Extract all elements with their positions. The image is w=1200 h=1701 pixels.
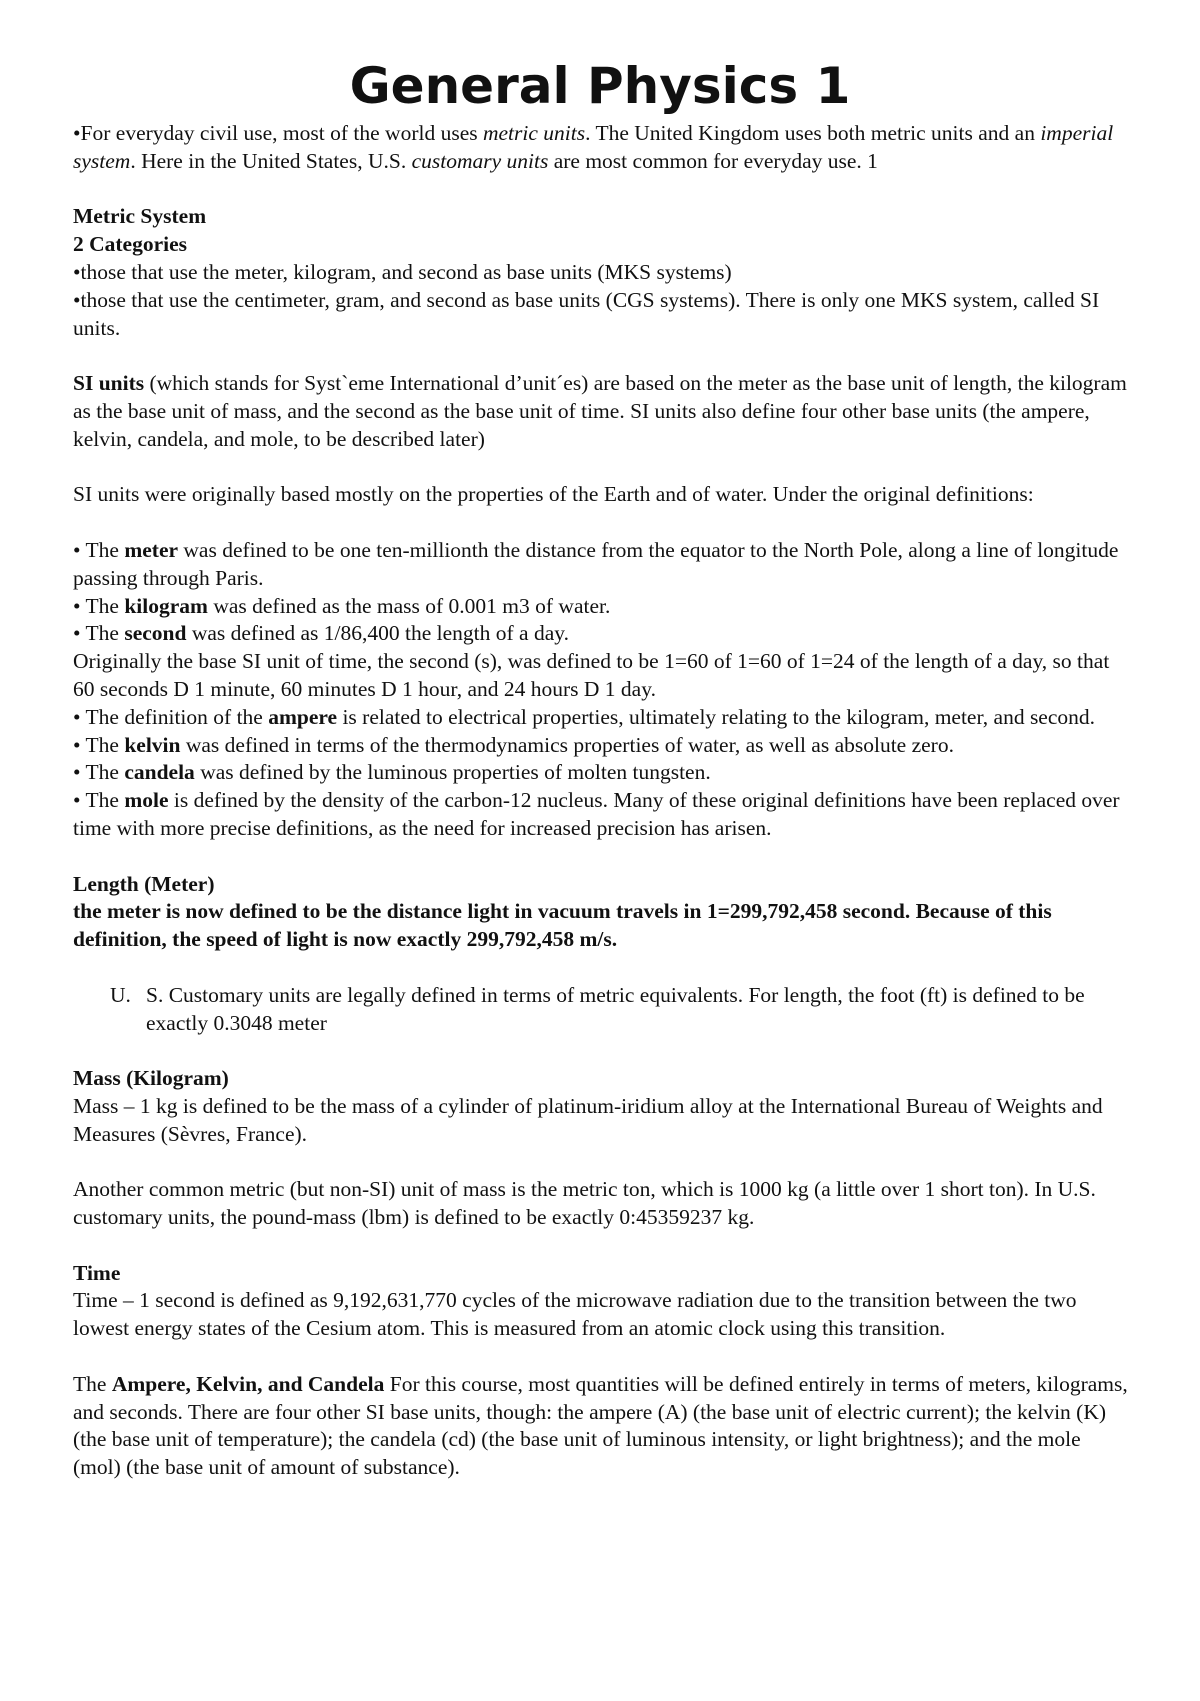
category-item-mks: •those that use the meter, kilogram, and second as base units (MKS systems) xyxy=(73,259,732,284)
categories-subheading: 2 Categories xyxy=(73,232,188,257)
metric-system-heading: Metric System xyxy=(73,204,207,229)
definition-text: was defined by the luminous properties of molten tungsten. xyxy=(194,760,711,785)
length-heading: Length (Meter) xyxy=(73,871,215,896)
intro-text-3: . Here in the United States, U.S. xyxy=(130,148,412,173)
definition-term: meter xyxy=(124,537,179,562)
akc-term: Ampere, Kelvin, and Candela xyxy=(111,1371,385,1396)
definition-text: was defined to be one ten-millionth the distance from the equator to the North Pole, along a line of longitude passing through Paris. xyxy=(73,537,1119,590)
intro-emphasis-customary-units: customary units xyxy=(411,148,549,173)
intro-bullet: • xyxy=(73,121,81,145)
ampere-kelvin-candela-paragraph xyxy=(73,1371,1133,1482)
definition-kilogram xyxy=(73,593,1133,621)
definition-term: second xyxy=(124,621,187,646)
intro-text-1: For everyday civil use, most of the world uses xyxy=(80,121,483,145)
si-units-term: SI units xyxy=(73,371,145,396)
akc-prefix: The xyxy=(73,1371,112,1396)
intro-emphasis-metric-units: metric units xyxy=(482,121,586,145)
si-units-paragraph xyxy=(73,370,1133,453)
definition-term: ampere xyxy=(268,704,338,729)
intro-text-4: are most common for everyday use. 1 xyxy=(548,148,878,173)
definition-text: was defined as 1/86,400 the length of a day. xyxy=(186,621,569,646)
length-definition: the meter is now defined to be the distance light in vacuum travels in 1=299,792,458 second. Because of this definition, the speed of light is now exactly 299,792,458 m/s. xyxy=(73,899,1052,952)
category-item-cgs: •those that use the centimeter, gram, and second as base units (CGS systems). There is only one MKS system, called SI units. xyxy=(73,287,1100,340)
definition-term: candela xyxy=(124,760,195,785)
list-marker: U. xyxy=(110,982,131,1007)
mass-definition: Mass – 1 kg is defined to be the mass of a cylinder of platinum-iridium alloy at the International Bureau of Weights and Measures (Sèvres, France). xyxy=(73,1093,1103,1146)
definition-term: kilogram xyxy=(124,593,208,618)
intro-text-2: . The United Kingdom uses both metric units and an xyxy=(585,121,1041,145)
definition-prefix: • The xyxy=(73,537,125,562)
time-definition: Time – 1 second is defined as 9,192,631,770 cycles of the microwave radiation due to the transition between the two lowest energy states of the Cesium atom. This is measured from an atomic clock using this transition. xyxy=(73,1288,1077,1341)
definition-second xyxy=(73,620,1133,648)
originally-paragraph: Originally the base SI unit of time, the second (s), was defined to be 1=60 of 1=60 of 1=24 of the length of a day, so that 60 seconds D 1 minute, 60 minutes D 1 hour, and 24 hours D 1 day. xyxy=(73,649,1110,701)
akc-text: For this course, most quantities will be defined entirely in terms of meters, kilograms, and seconds. There are four other SI base units, though: the ampere (A) (the base unit of electric current); the kelvin (K) (the base unit of temperature); the candela (cd) (the base unit of luminous intensity, or light brightness); and the mole (mol) (the base unit of amount of substance). xyxy=(73,1371,1128,1480)
definition-text: is defined by the density of the carbon-12 nucleus. Many of these original definitions have been replaced over time with more precise definitions, as the need for increased precision has arisen. xyxy=(73,788,1120,840)
customary-units-list-item xyxy=(73,982,1133,1038)
definition-prefix: • The xyxy=(73,593,125,618)
definition-candela xyxy=(73,759,1133,787)
definition-prefix: • The xyxy=(73,732,125,757)
metric-ton-paragraph: Another common metric (but non-SI) unit of mass is the metric ton, which is 1000 kg (a little over 1 short ton). In U.S. customary units, the pound-mass (lbm) is defined to be exactly 0:45359237 kg. xyxy=(73,1177,1096,1230)
definition-mole xyxy=(73,787,1133,843)
definition-term: kelvin xyxy=(124,732,181,757)
mass-heading: Mass (Kilogram) xyxy=(73,1066,229,1091)
si-units-text: (which stands for Syst`eme International d’unit´es) are based on the meter as the base unit of length, the kilogram as the base unit of mass, and the second as the base unit of time. SI units also define four other base units (the ampere, kelvin, candela, and mole, to be described later) xyxy=(73,371,1127,451)
document-body xyxy=(73,120,1133,1482)
definition-text: was defined in terms of the thermodynamics properties of water, as well as absolute zero. xyxy=(180,732,954,757)
definition-text: is related to electrical properties, ultimately relating to the kilogram, meter, and second. xyxy=(337,704,1096,729)
page-title: General Physics 1 xyxy=(349,57,851,115)
list-item-text: S. Customary units are legally defined in terms of metric equivalents. For length, the foot (ft) is defined to be exactly 0.3048 meter xyxy=(146,982,1085,1035)
original-definitions-paragraph: SI units were originally based mostly on the properties of the Earth and of water. Under the original definitions: xyxy=(73,482,1034,507)
time-heading: Time xyxy=(73,1260,121,1285)
definition-prefix: • The xyxy=(73,621,125,646)
definition-prefix: • The xyxy=(73,788,125,813)
definition-text: was defined as the mass of 0.001 m3 of water. xyxy=(207,593,611,618)
definition-meter xyxy=(73,537,1133,593)
intro-emphasis-imperial-system: imperial system xyxy=(73,121,1114,173)
definition-prefix: • The definition of the xyxy=(73,704,269,729)
definition-term: mole xyxy=(124,788,169,813)
definition-ampere xyxy=(73,704,1133,732)
definition-prefix: • The xyxy=(73,760,125,785)
definition-kelvin xyxy=(73,732,1133,760)
intro-paragraph xyxy=(73,120,1133,176)
